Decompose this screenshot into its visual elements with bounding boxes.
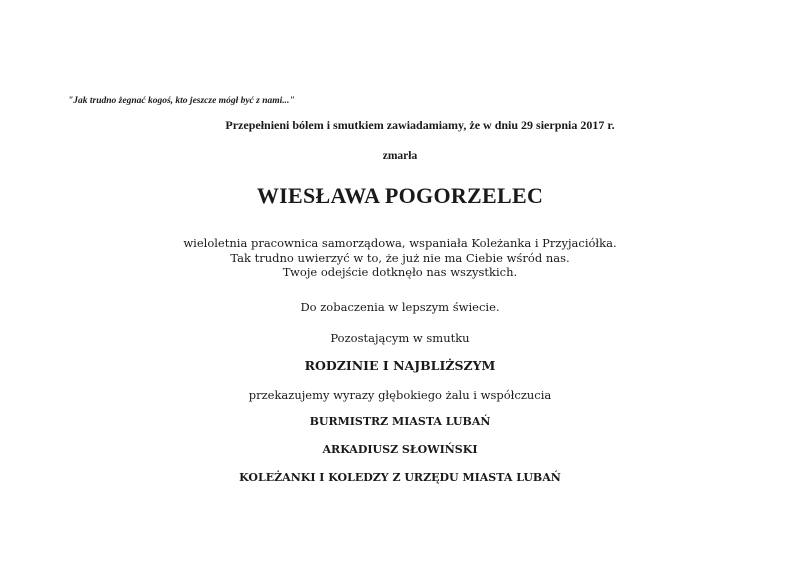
signatory-mayor-title: BURMISTRZ MIASTA LUBAŃ: [309, 415, 491, 428]
deceased-name: WIESŁAWA POGORZELEC: [256, 183, 544, 208]
bio-line: Tak trudno uwierzyć w to, że już nie ma Ciebie wśród nas.: [230, 250, 570, 265]
bio-line: Twoje odejście dotknęło nas wszystkich.: [282, 265, 518, 279]
biography-block: [0, 236, 800, 280]
epigraph-quote: "Jak trudno żegnać kogoś, kto jeszcze mógł być z nami...": [68, 96, 295, 106]
condolences-text: przekazujemy wyrazy głębokiego żalu i współczucia: [248, 388, 552, 402]
farewell-text: Do zobaczenia w lepszym świecie.: [300, 300, 500, 314]
died-label: zmarła: [382, 150, 418, 162]
signatory-mayor-name: ARKADIUSZ SŁOWIŃSKI: [322, 443, 478, 456]
family-dedication: RODZINIE I NAJBLIŻSZYM: [304, 358, 496, 373]
remaining-intro: Pozostającym w smutku: [330, 331, 470, 345]
signatory-colleagues: KOLEŻANKI I KOLEDZY Z URZĘDU MIASTA LUBAŃ: [239, 471, 561, 484]
bio-line: wieloletnia pracownica samorządowa, wspaniała Koleżanka i Przyjaciółka.: [183, 236, 617, 250]
announcement-text: Przepełnieni bólem i smutkiem zawiadamiamy, że w dniu 29 sierpnia 2017 r.: [225, 118, 615, 132]
